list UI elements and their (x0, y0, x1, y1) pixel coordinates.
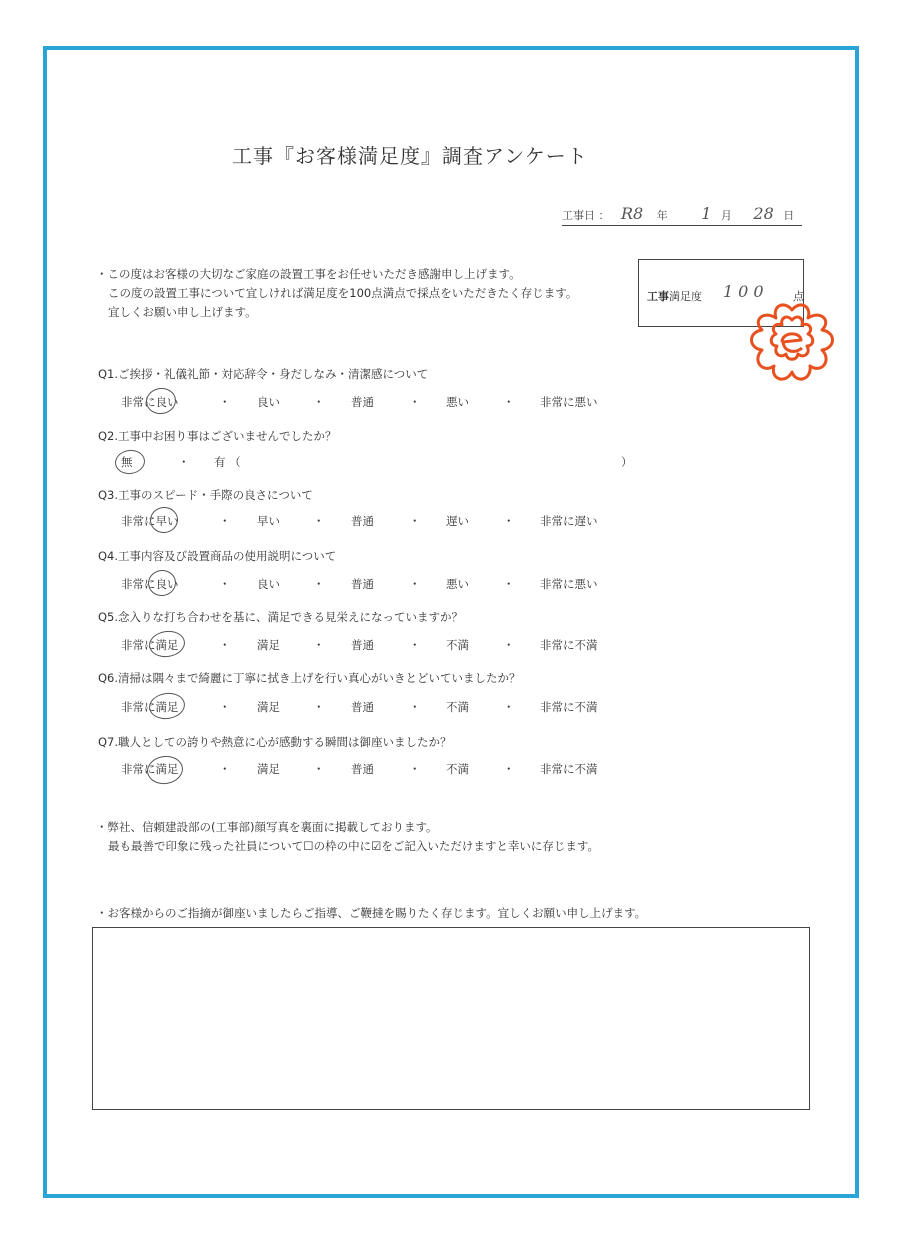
separator: ・ (503, 514, 515, 528)
q1-option-good[interactable]: 良い (257, 395, 280, 409)
q2-close-paren: ） (621, 455, 633, 469)
question-3: Q3.工事のスピード・手際の良さについて (98, 488, 313, 502)
q7-option-very-satisfied[interactable]: 非常に満足 (121, 762, 179, 776)
separator: ・ (219, 700, 231, 714)
date-label: 工事日 ： (562, 209, 610, 222)
date-year: R8 (621, 204, 644, 223)
date-month-unit: 月 (720, 209, 732, 222)
score-unit: 点 (793, 290, 804, 303)
separator: ・ (503, 395, 515, 409)
q7-option-very-dissatisfied[interactable]: 非常に不満 (540, 762, 598, 776)
question-2: Q2.工事中お困り事はございませんでしたか？ (98, 429, 337, 443)
separator: ・ (313, 395, 325, 409)
q7-option-normal[interactable]: 普通 (351, 762, 374, 776)
q6-option-satisfied[interactable]: 満足 (257, 700, 280, 714)
q4-option-normal[interactable]: 普通 (351, 577, 374, 591)
q5-option-very-dissatisfied[interactable]: 非常に不満 (540, 638, 598, 652)
separator: ・ (503, 638, 515, 652)
q1-option-bad[interactable]: 悪い (446, 395, 469, 409)
date-month: 1 (701, 204, 712, 223)
q5-option-normal[interactable]: 普通 (351, 638, 374, 652)
intro-text (96, 265, 577, 322)
q4-option-very-bad[interactable]: 非常に悪い (540, 577, 598, 591)
question-4: Q4.工事内容及び設置商品の使用説明について (98, 549, 337, 563)
comment-prompt: ・お客様からのご指摘が御座いましたらご指導、ご鞭撻を賜りたく存じます。宜しくお願い申し上げます。 (96, 906, 647, 920)
separator: ・ (219, 395, 231, 409)
q6-option-very-satisfied[interactable]: 非常に満足 (121, 700, 179, 714)
separator: ・ (409, 577, 421, 591)
question-5: Q5.念入りな打ち合わせを基に、満足できる見栄えになっていますか？ (98, 610, 464, 624)
q7-option-satisfied[interactable]: 満足 (257, 762, 280, 776)
q6-option-dissatisfied[interactable]: 不満 (446, 700, 469, 714)
intro-line-2: この度の設置工事について宜しければ満足度を100点満点で採点をいただきたく存じます。 (108, 286, 578, 300)
q3-option-fast[interactable]: 早い (257, 514, 280, 528)
question-1: Q1.ご挨拶・礼儀礼節・対応辞令・身だしなみ・清潔感について (98, 367, 429, 381)
separator: ・ (409, 762, 421, 776)
intro-line-1: ・この度はお客様の大切なご家庭の設置工事をお任せいただき感謝申し上げます。 (96, 267, 521, 281)
q5-option-very-satisfied[interactable]: 非常に満足 (121, 638, 179, 652)
q1-option-very-good[interactable]: 非常に良い (121, 395, 179, 409)
separator: ・ (313, 700, 325, 714)
separator: ・ (503, 577, 515, 591)
question-7: Q7.職人としての誇りや熱意に心が感動する瞬間は御座いましたか？ (98, 735, 452, 749)
q4-option-good[interactable]: 良い (257, 577, 280, 591)
q2-option-none[interactable]: 無 (121, 455, 133, 469)
survey-title: 工事『お客様満足度』調査アンケート (232, 144, 588, 168)
separator: ・ (313, 762, 325, 776)
photo-note-line-2: 最も最善で印象に残った社員について☐の枠の中に☑をご記入いただけますと幸いに存じます。 (108, 839, 599, 853)
construction-date (562, 204, 802, 226)
separator: ・ (313, 638, 325, 652)
score-value: 100 (723, 282, 769, 301)
separator: ・ (219, 762, 231, 776)
q4-option-very-good[interactable]: 非常に良い (121, 577, 179, 591)
separator: ・ (503, 762, 515, 776)
flower-stamp-icon (748, 298, 836, 386)
photo-note (96, 818, 599, 856)
comment-box[interactable] (92, 927, 810, 1110)
separator: ・ (409, 700, 421, 714)
q3-option-slow[interactable]: 遅い (446, 514, 469, 528)
question-6: Q6.清掃は隅々まで綺麗に丁寧に拭き上げを行い真心がいきとどいていましたか？ (98, 671, 521, 685)
photo-note-line-1: ・弊社、信頼建設部の(工事部)顔写真を裏面に掲載しております。 (96, 820, 438, 834)
q1-option-very-bad[interactable]: 非常に悪い (540, 395, 598, 409)
q6-option-very-dissatisfied[interactable]: 非常に不満 (540, 700, 598, 714)
separator: ・ (219, 577, 231, 591)
separator: ・ (409, 638, 421, 652)
separator: ・ (409, 395, 421, 409)
separator: ・ (219, 638, 231, 652)
separator: ・ (409, 514, 421, 528)
separator: ・ (313, 514, 325, 528)
separator: ・ (503, 700, 515, 714)
separator: ・ (178, 455, 190, 469)
q7-option-dissatisfied[interactable]: 不満 (446, 762, 469, 776)
separator: ・ (219, 514, 231, 528)
q3-option-normal[interactable]: 普通 (351, 514, 374, 528)
q2-option-yes[interactable]: 有 （ (214, 455, 241, 469)
date-day-unit: 日 (783, 209, 795, 222)
score-label: 工事満足度 (647, 290, 702, 303)
q4-option-bad[interactable]: 悪い (446, 577, 469, 591)
q3-option-very-slow[interactable]: 非常に遅い (540, 514, 598, 528)
separator: ・ (313, 577, 325, 591)
q3-option-very-fast[interactable]: 非常に早い (121, 514, 179, 528)
q6-option-normal[interactable]: 普通 (351, 700, 374, 714)
q1-option-normal[interactable]: 普通 (351, 395, 374, 409)
q5-option-satisfied[interactable]: 満足 (257, 638, 280, 652)
q5-option-dissatisfied[interactable]: 不満 (446, 638, 469, 652)
intro-line-3: 宜しくお願い申し上げます。 (108, 305, 257, 319)
date-day: 28 (753, 204, 774, 223)
date-year-unit: 年 (656, 209, 668, 222)
